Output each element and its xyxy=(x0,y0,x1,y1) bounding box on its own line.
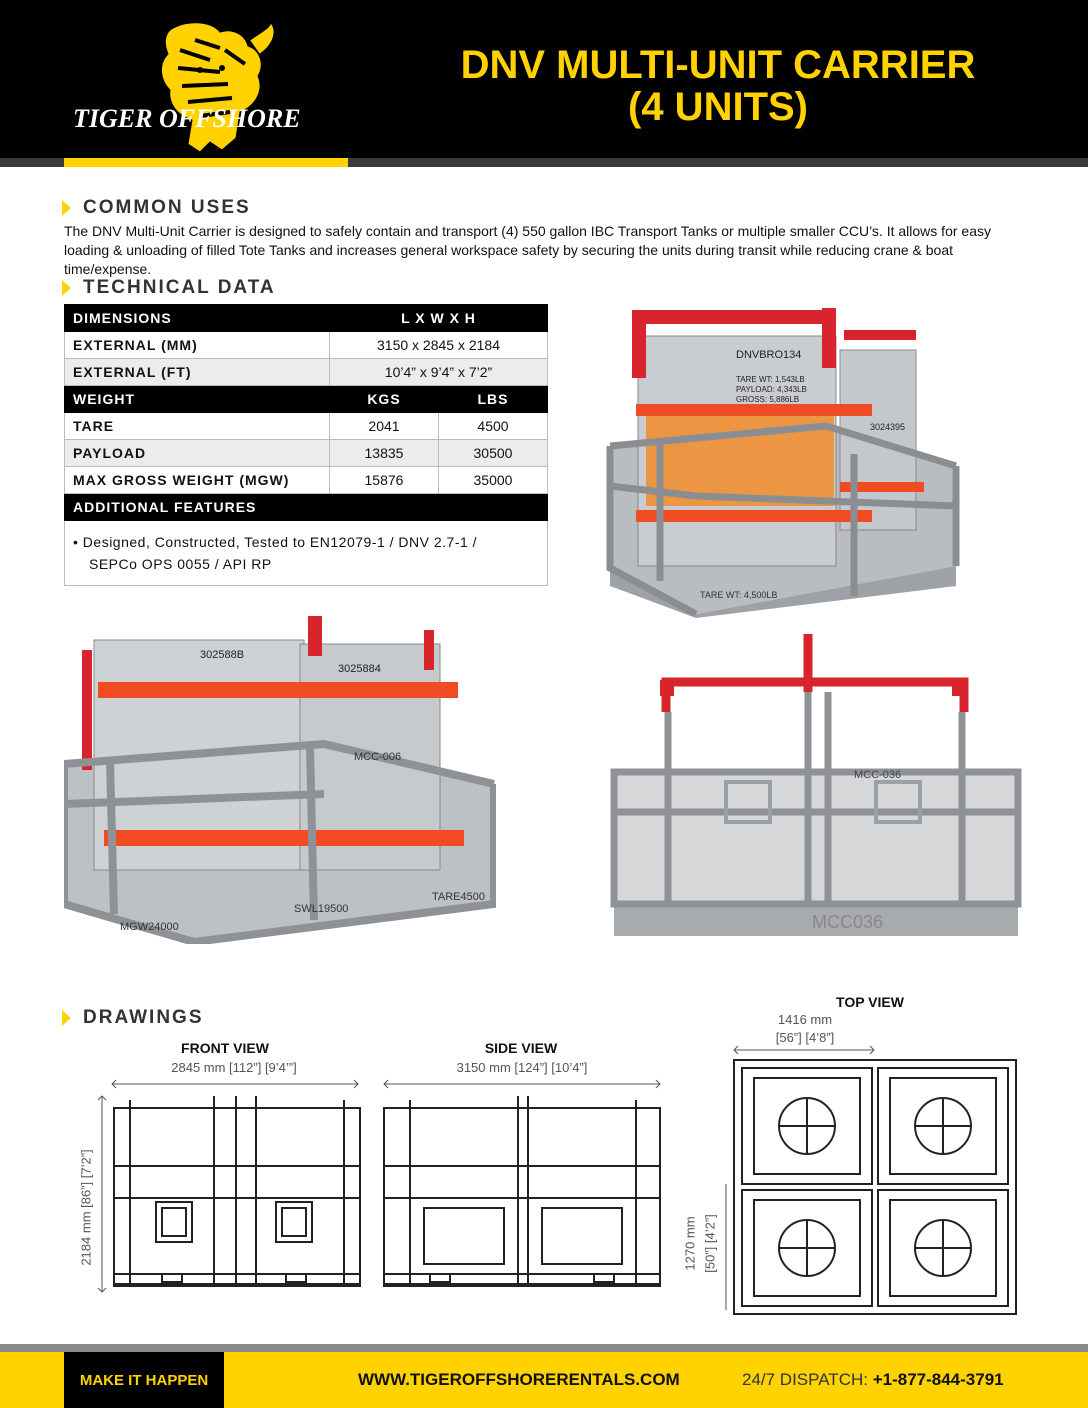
photo2-label: MGW24000 xyxy=(120,921,179,933)
mgw-lbs: 35000 xyxy=(438,467,547,494)
ext-mm-label: EXTERNAL (MM) xyxy=(65,332,330,359)
table-row xyxy=(65,386,548,413)
ext-ft-value: 10’4” x 9’4” x 7’2” xyxy=(330,359,548,386)
dispatch-phone[interactable]: +1-877-844-3791 xyxy=(872,1370,1004,1389)
arrow-right-icon xyxy=(62,200,71,216)
mgw-kgs: 15876 xyxy=(330,467,439,494)
photo2-label: MCC-006 xyxy=(354,751,402,763)
photo2-label: 3025884 xyxy=(338,663,381,675)
table-row xyxy=(65,494,548,521)
table-row xyxy=(65,521,548,586)
front-view-title: FRONT VIEW xyxy=(181,1040,269,1056)
lbs-label: LBS xyxy=(438,386,547,413)
features-cell xyxy=(65,521,548,586)
tare-lbs: 4500 xyxy=(438,413,547,440)
front-view-width: 2845 mm [112”] [9’4’”] xyxy=(171,1060,297,1075)
top-view-height-mm: 1270 mm xyxy=(682,1216,698,1271)
footer-tagline: MAKE IT HAPPEN xyxy=(64,1352,224,1408)
tare-kgs: 2041 xyxy=(330,413,439,440)
carrier-photo-empty xyxy=(608,632,1024,940)
table-row xyxy=(65,359,548,386)
feature-line-1: • Designed, Constructed, Tested to EN12079-1 / DNV 2.7-1 / xyxy=(73,534,478,550)
ext-ft-label: EXTERNAL (FT) xyxy=(65,359,330,386)
footer-website-link[interactable]: WWW.TIGEROFFSHORERENTALS.COM xyxy=(358,1370,680,1389)
photo3-label: MCC036 xyxy=(812,912,884,932)
payload-lbs: 30500 xyxy=(438,440,547,467)
dimensions-header: L X W X H xyxy=(330,305,548,332)
top-view-height-in: [50”] [4’2”] xyxy=(702,1214,718,1273)
table-row xyxy=(65,413,548,440)
drawings-title: DRAWINGS xyxy=(83,1007,204,1028)
payload-label: PAYLOAD xyxy=(65,440,330,467)
common-uses-text: The DNV Multi-Unit Carrier is designed to safely contain and transport (4) 550 gallon IBC Transport Tanks or multiple smaller CCU’s. It allows for easy loading & unloading of filled Tote Tanks and increases general workspace safety by securing the units during transit while reducing crane & boat time/expense. xyxy=(64,223,991,277)
mgw-label: MAX GROSS WEIGHT (MGW) xyxy=(65,467,330,494)
side-view-title: SIDE VIEW xyxy=(484,1040,558,1056)
front-view-height: 2184 mm [86”] [7’2”] xyxy=(78,1149,94,1266)
features-label: ADDITIONAL FEATURES xyxy=(65,494,548,521)
side-view-drawing xyxy=(380,1078,664,1300)
photo2-label: 302588B xyxy=(200,649,245,661)
dimensions-label: DIMENSIONS xyxy=(65,305,330,332)
weight-label: WEIGHT xyxy=(65,386,330,413)
drawings-heading xyxy=(62,1007,204,1029)
photo1-label: PAYLOAD: 4,343LB xyxy=(736,385,807,394)
top-view-drawing xyxy=(724,1044,1020,1318)
carrier-photo-loaded xyxy=(596,296,968,622)
header-yellow-accent xyxy=(64,158,348,167)
common-uses-heading xyxy=(62,197,251,219)
title-line-1: DNV MULTI-UNIT CARRIER xyxy=(460,43,976,87)
page-title xyxy=(430,44,1006,128)
ext-mm-value: 3150 x 2845 x 2184 xyxy=(330,332,548,359)
tare-label: TARE xyxy=(65,413,330,440)
arrow-right-icon xyxy=(62,280,71,296)
dispatch-label: 24/7 DISPATCH: xyxy=(742,1370,868,1389)
technical-data-heading xyxy=(62,277,276,299)
top-view-title: TOP VIEW xyxy=(836,994,904,1010)
photo1-label: TARE WT: 4,500LB xyxy=(700,590,778,600)
carrier-photo-tanks xyxy=(64,604,496,944)
table-row xyxy=(65,332,548,359)
photo1-label: TARE WT: 1,543LB xyxy=(736,375,805,384)
table-row xyxy=(65,440,548,467)
front-view-drawing xyxy=(96,1078,372,1300)
photo1-label: 3024395 xyxy=(870,422,906,432)
logo-wordmark: TIGER OFFSHORE xyxy=(73,104,301,133)
photo1-label: GROSS: 5,886LB xyxy=(736,395,800,404)
photo1-label: DNVBRO134 xyxy=(736,349,802,361)
kgs-label: KGS xyxy=(330,386,439,413)
arrow-right-icon xyxy=(62,1010,71,1026)
table-row xyxy=(65,305,548,332)
payload-kgs: 13835 xyxy=(330,440,439,467)
technical-data-table xyxy=(64,304,548,586)
photo2-label: SWL19500 xyxy=(294,903,349,915)
top-view-width-in: [56”] [4’8”] xyxy=(775,1030,835,1045)
table-row xyxy=(65,467,548,494)
footer-grey-stripe xyxy=(0,1344,1088,1352)
feature-line-2: SEPCo OPS 0055 / API RP xyxy=(89,556,272,572)
common-uses-title: COMMON USES xyxy=(83,197,251,218)
photo2-label: TARE4500 xyxy=(432,891,485,903)
tiger-logo-icon xyxy=(60,20,350,158)
technical-data-title: TECHNICAL DATA xyxy=(83,277,276,298)
title-line-2: (4 UNITS) xyxy=(628,85,808,129)
photo3-label: MCC-036 xyxy=(854,769,902,781)
side-view-width: 3150 mm [124”] [10’4”] xyxy=(456,1060,588,1075)
top-view-width-mm: 1416 mm xyxy=(777,1012,833,1027)
footer-dispatch xyxy=(742,1370,1004,1390)
